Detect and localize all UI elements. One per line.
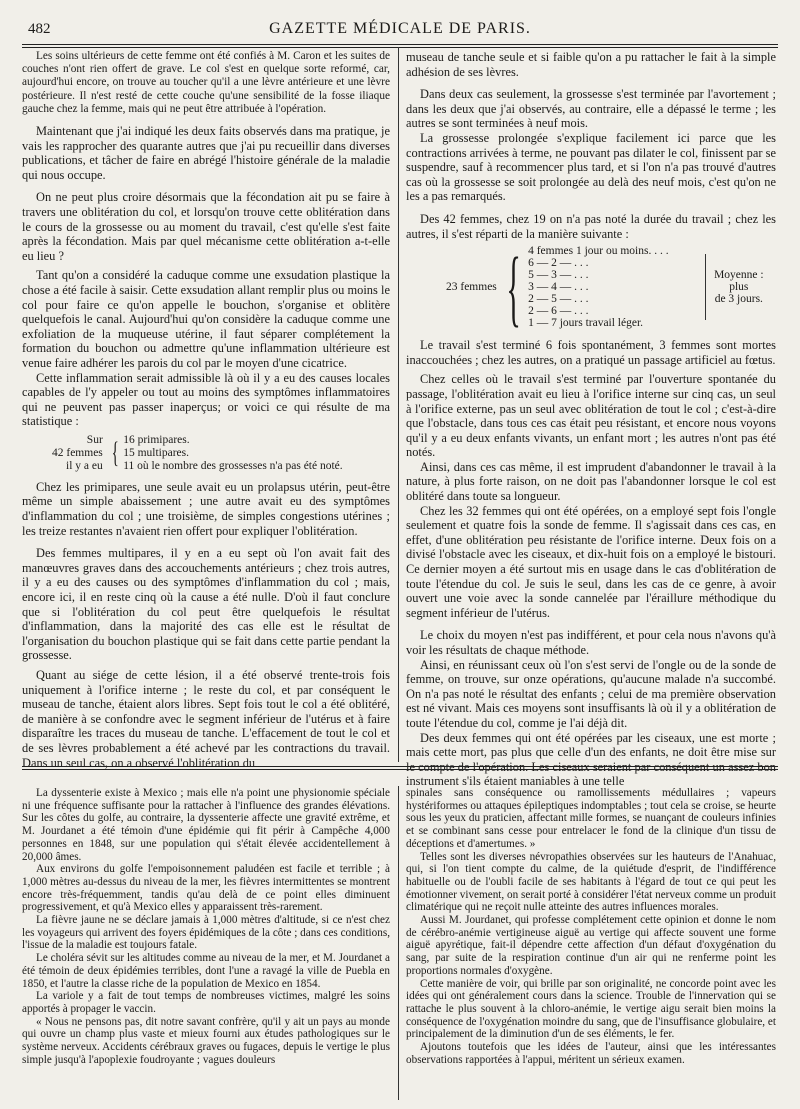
paragraph: museau de tanche seule et si faible qu'on a pu rattacher le fait à la simple adhésion de ses lèvres. [406, 50, 776, 79]
feuilleton-right-column [406, 787, 776, 1105]
stat-label-line: 42 femmes [52, 446, 103, 459]
paragraph: Ainsi, dans ces cas même, il est imprudent d'abandonner le travail à la nature, à plus forte raison, on ne doit pas l'abandonner lorsque le col est oblitéré dans toute sa longueur. [406, 459, 776, 504]
paragraph: Maintenant que j'ai indiqué les deux faits observés dans ma pratique, je vais les rapprocher des quarante autres que j'ai pu recueillir dans diverses publications, et tâcher de faire en abrégé l'histoire générale de la maladie qui nous occupe. [22, 124, 390, 182]
stat-row: 15 multipares. [123, 446, 189, 459]
labor-duration-table [446, 239, 776, 336]
feuilleton-left-column [22, 787, 390, 1105]
average-note-line: Moyenne : [714, 268, 764, 281]
paragraph: Cette manière de voir, qui brille par son originalité, ne concorde point avec les idées qui ont généralement cours dans la science. Trouble de l'innervation qui se rattache le plus souvent à la chloro-anémie, le vertige aigu serait bien moins la conséquence de l'oxygénation moindre du sang, que de l'insuffisance globulaire, et principalement de la diminution d'un de ses éléments, le fer. [406, 977, 776, 1041]
running-title: GAZETTE MÉDICALE DE PARIS. [269, 20, 531, 37]
duration-row: 3 — 4 — . . . [528, 281, 589, 294]
duration-row: 1 — 7 jours travail léger. [528, 317, 644, 330]
paragraph: Dans deux cas seulement, la grossesse s'est terminée par l'avortement ; dans les deux que j'ai observés, au contraire, elle a dépassé le terme ; les autres se sont terminées à neuf mois. [406, 87, 776, 131]
paragraph: Le choix du moyen n'est pas indifférent, et pour cela nous n'avons qu'à voir les résultats de chaque méthode. [406, 628, 776, 657]
paragraph: La fièvre jaune ne se déclare jamais à 1,000 mètres d'altitude, si ce n'est chez les voyageurs qui arrivent des foyers épidémiques de la côte ; dans ces conditions, l'issue de la maladie est toujours fatale. [22, 914, 390, 952]
page-header [22, 20, 778, 42]
paragraph: Des deux femmes qui ont été opérées par les ciseaux, une est morte ; mais cette mort, pas plus que celle d'un des enfants, ne doit être mise sur le compte de l'opération. Les ciseaux seraient par conséquent un assez bon instrument s'ils étaient maniables à une telle [406, 730, 776, 789]
paragraph: La grossesse prolongée s'explique facilement ici parce que les contractions arrivées à terme, ne pouvant pas dilater le col, finissent par se suspendre, sauf à recommencer plus tard, et si l'on n'a pas trouvé d'autres cas où la grossesse se soit prolongée au delà des neuf mois, c'est qu'on ne les a pas remarqués. [406, 130, 776, 204]
stat-label-line: il y a eu [66, 459, 103, 472]
duration-row: 4 femmes 1 jour ou moins. . . . [528, 244, 669, 257]
duration-label: 23 femmes [446, 281, 497, 294]
paragraph: Des 42 femmes, chez 19 on n'a pas noté la durée du travail ; chez les autres, il s'est réparti de la manière suivante : [406, 211, 776, 241]
statistics-table [52, 434, 390, 473]
header-rule [22, 44, 778, 48]
paragraph: Aussi M. Jourdanet, qui professe complétement cette opinion et donne le nom de cérébro-anémie vertigineuse aiguë au vertige qui affecte souvent une forme aiguë apyrétique, fait-il dépendre cette affection d'un défaut d'oxygénation du sang, par suite de la respiration continue d'un air qui ne renferme point les proportions normales d'oxygène. [406, 914, 776, 977]
bracket-line [705, 254, 706, 320]
paragraph: Ainsi, en réunissant ceux où l'on s'est servi de l'ongle ou de la sonde de femme, on trouve, sur onze opérations, qu'aucune malade n'a succombé. On n'a pas noté le résultat des enfants ; celui de ma première observation est né vivant. Mais ces moyens sont insuffisants là où il y a oblitération de toute l'étendue du col, comme je l'ai déjà dit. [406, 657, 776, 730]
paragraph: Le choléra sévit sur les altitudes comme au niveau de la mer, et M. Jourdanet a été témoin de deux épidémies terribles, dont l'une a ravagé la ville de Puebla en 1850, et l'autre la classe riche de la population de Mexico en 1854. [22, 952, 390, 990]
average-note-line: plus [729, 281, 749, 294]
paragraph: La variole y a fait de tout temps de nombreuses victimes, malgré les soins apportés à propager le vaccin. [22, 990, 390, 1015]
right-column [406, 50, 776, 789]
paragraph: La dyssenterie existe à Mexico ; mais elle n'a point une physionomie spéciale ni une fréquence suffisante pour la rattacher à l'influence des grandes élévations. Sur les côtes du golfe, au contraire, la dyssenterie affecte une gravité extrême, et M. Jourdanet a été témoin d'une épidémie qui fit périr à Campêche 4,000 personnes en 1848, sur une population qui s'était élevée accidentellement à 20,000 âmes. [22, 787, 390, 863]
stat-label-line: Sur [86, 433, 103, 446]
average-note [712, 269, 764, 305]
feuilleton-rule [22, 766, 778, 770]
duration-row: 2 — 5 — . . . [528, 293, 589, 306]
paragraph: Quant au siége de cette lésion, il a été observé trente-trois fois uniquement à l'orifice interne ; le reste du col, et par conséquent le museau de tanche, étaient alors libres. Sept fois tout le col a été oblitéré, de manière à se confondre avec le segment inférieur de l'utérus et à faire disparaître les traces du museau de tanche. L'effacement de tout le col et de ses lèvres probablement a été achevé par les contractions du travail. Dans un seul cas, on a observé l'oblitération du [22, 668, 390, 770]
statistics-values [123, 434, 342, 473]
brace-symbol: { [506, 239, 521, 336]
left-column [22, 50, 390, 770]
duration-rows [528, 245, 703, 330]
paragraph: Ajoutons toutefois que les idées de l'auteur, ainsi que les intéressantes observations rapportées à l'appui, méritent un sérieux examen. [406, 1041, 776, 1066]
statistics-label [52, 434, 107, 473]
duration-row: 2 — 6 — . . . [528, 305, 589, 318]
paragraph: Tant qu'on a considéré la caduque comme une exsudation plastique la chose a été facile à saisir. Cette exsudation allant remplir plus ou moins le col pour faire ce qu'on appelle le bouchon, s'organise et oblitère quelquefois le canal. Aujourd'hui qu'on considère la caduque comme une exfoliation de la muqueuse utérine, il faut séparer complétement la formation du bouchon ou admettre qu'une inflammation ultérieure est venue faire adhérer les parois du col par le moyen d'une cicatrice. [22, 268, 390, 370]
paragraph: Telles sont les diverses névropathies observées sur les hauteurs de l'Anahuac, qui, si l'on tient compte du calme, de la quiétude d'esprit, de l'indifférence habituelle ou de l'oubli facile de ses habitants à l'égard de tout ce qui peut les émotionner vivement, on serait porté à considérer l'état nerveux comme un produit climatérique qui ne reçoit nulle atteinte des autres influences morales. [406, 850, 776, 914]
page-number: 482 [28, 21, 51, 37]
brace-symbol: { [111, 436, 119, 470]
average-note-line: de 3 jours. [714, 293, 763, 306]
paragraph: Chez les 32 femmes qui ont été opérées, on a employé sept fois l'ongle seulement et quatre fois la sonde de femme. Il s'agissait dans ces cas, en effet, d'une oblitération peu résistante de l'orifice interne. Deux fois on a divisé l'obstacle avec les ciseaux, et dix-huit fois on a employé le bistouri. Ce dernier moyen a été surtout mis en usage dans le cas d'oblitération de toute l'étendue du col. Je suis le seul, dans les cas de ce genre, à avoir ouvert une voie avec la sonde cannelée par l'éraillure méthodique du segment inférieur de l'utérus. [406, 503, 776, 620]
paragraph: Les soins ultérieurs de cette femme ont été confiés à M. Caron et les suites de couches n'ont rien offert de grave. Le col s'est en quelque sorte reformé, car, aujourd'hui encore, on trouve au toucher qu'il a une lèvre antérieure et une lèvre postérieure. Il n'est resté de cette couche qu'une sensibilité de la fosse iliaque gauche chez la femme, mais qui ne peut être attribuée à l'opération. [22, 50, 390, 115]
paragraph: On ne peut plus croire désormais que la fécondation ait pu se faire à travers une oblitération du col, et lorsqu'on trouve cette oblitération dans le cours de la grossesse ou au moment du travail, c'est qu'elle s'est faite après la fécondation. Mais par quel mécanisme cette oblitération a-t-elle eu lieu ? [22, 190, 390, 263]
column-divider [398, 47, 399, 762]
stat-row: 16 primipares. [123, 433, 190, 446]
paragraph: Aux environs du golfe l'empoisonnement paludéen est facile et terrible ; à 1,000 mètres au-dessus du niveau de la mer, les fièvres intermittentes se montrent encore très-fréquemment, tandis qu'au delà de ce point elles diminuent progressivement, et qu'à Mexico elles y apparaissent très-rarement. [22, 863, 390, 914]
paragraph: Chez celles où le travail s'est terminé par l'ouverture spontanée du passage, l'oblitération avait eu lieu à l'orifice interne sur cinq cas, un seul à l'orifice externe, pas un seul avec oblitération de tout le col ; c'est-à-dire que l'obstacle, dans tous ces cas était peu résistant, et encore nous voyons qu'il y a eu deux enfants vivants, un enfant mort ; les autres n'ont pas été notés. [406, 372, 776, 460]
paragraph: « Nous ne pensons pas, dit notre savant confrère, qu'il y ait un pays au monde qui ouvre un champ plus vaste et mieux fourni aux études pathologiques sur le système nerveux. Accidents cérébraux graves ou fugaces, depuis le vertige le plus simple jusqu'à l'apoplexie foudroyante ; vagues douleurs [22, 1015, 390, 1066]
duration-row: 6 — 2 — . . . [528, 256, 589, 269]
duration-row: 5 — 3 — . . . [528, 268, 589, 281]
paragraph: Chez les primipares, une seule avait eu un prolapsus utérin, peut-être même un simple abaissement ; une autre avait eu des symptômes d'inflammation du col ; une troisième, de simples congestions utérines ; les treize restantes n'avaient rien offert pour expliquer l'oblitération. [22, 479, 390, 538]
paragraph: Cette inflammation serait admissible là où il y a eu des causes locales capables de l'y appeler ou tout au moins des symptômes inflammatoires qui ne peuvent pas passer inaperçus; or voici ce qui résulte de ma statistique : [22, 370, 390, 429]
paragraph: spinales sans conséquence ou ramollissements médullaires ; vapeurs hystériformes ou attaques épileptiques indomptables ; tout cela se croise, se heurte sous les yeux du praticien, affectant mille formes, se nuançant de couleurs infinies et se combinant sans cesse pour entrelacer le fond de la clinique d'un tissu de déceptions et d'amertumes. » [406, 787, 776, 850]
paragraph: Des femmes multipares, il y en a eu sept où l'on avait fait des manœuvres graves dans des accouchements antérieurs ; chez trois autres, il y a eu des causes ou des symptômes d'inflammation du col ; mais, encore ici, il en reste cinq où la cause a été nulle. D'où il faut conclure que si l'oblitération du col peut être quelquefois le résultat d'inflammation, dans la majorité des cas elle est le résultat de l'organisation du bouchon plastique qui se fait dans cette partie pendant la grossesse. [22, 546, 390, 663]
stat-row: 11 où le nombre des grossesses n'a pas été noté. [123, 459, 343, 472]
paragraph: Le travail s'est terminé 6 fois spontanément, 3 femmes sont mortes inaccouchées ; chez les autres, on a pratiqué un passage artificiel au fœtus. [406, 338, 776, 367]
column-divider [398, 786, 399, 1100]
